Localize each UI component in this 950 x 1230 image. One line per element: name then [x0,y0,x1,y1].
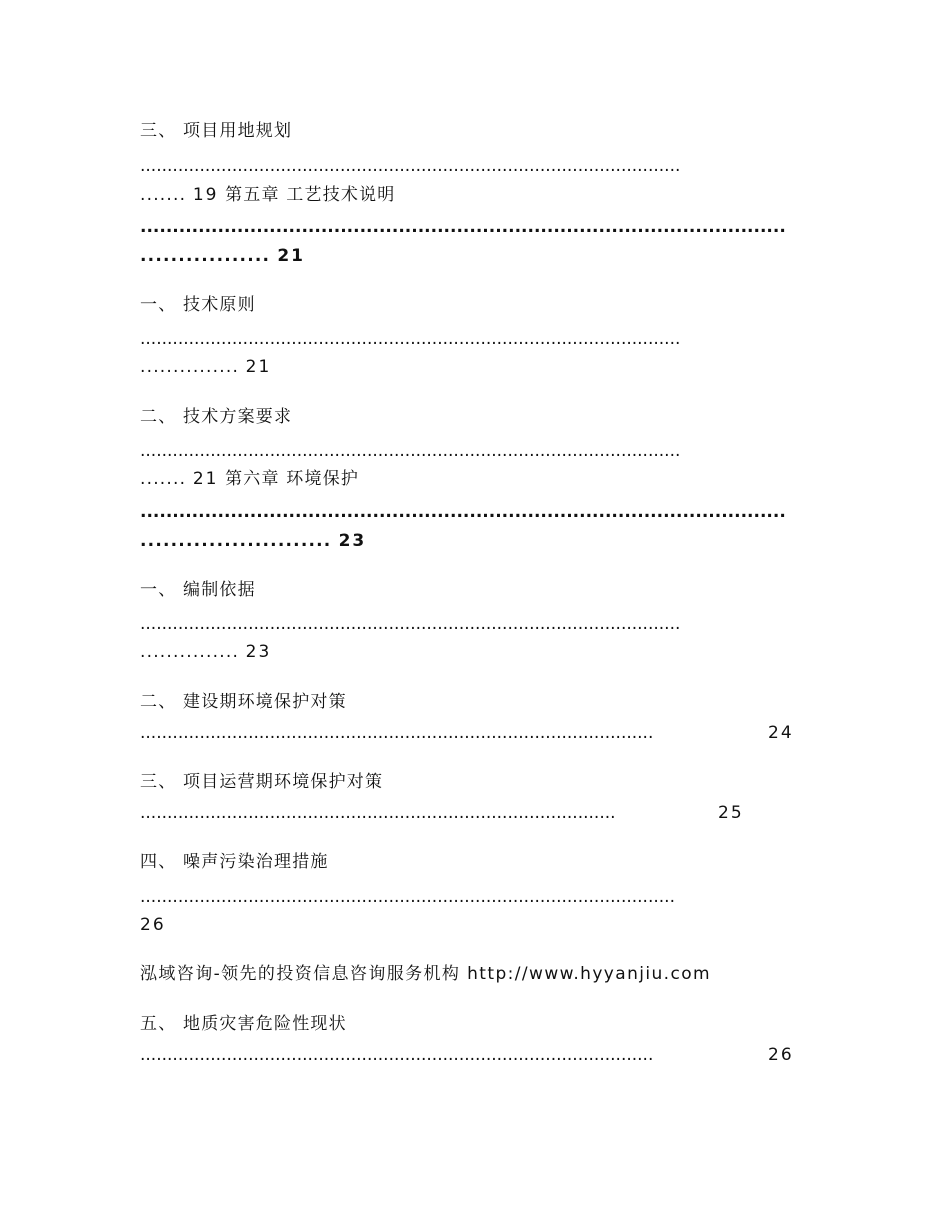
toc-leader-dots: .................................................................................................... [140,329,681,349]
watermark-text: 泓域咨询-领先的投资信息咨询服务机构 http://www.hyyanjiu.com [140,964,711,984]
toc-continuation[interactable] [140,641,271,663]
toc-chapter-heading: 第六章 环境保护 [225,469,360,489]
toc-heading[interactable]: 五、 地质灾害危险性现状 [140,1014,347,1034]
toc-continuation[interactable] [140,468,359,490]
toc-heading[interactable]: 一、 编制依据 [140,580,256,600]
toc-continuation[interactable] [140,245,305,267]
toc-leader-dots: ............................................................................................... [140,723,654,743]
toc-leader-dots: ............... [140,642,240,662]
toc-leader-dots: .................................................................................................... [140,217,786,237]
toc-continuation[interactable] [140,722,794,744]
toc-heading[interactable]: 一、 技术原则 [140,295,256,315]
toc-continuation[interactable] [140,530,366,552]
toc-page-number: 23 [245,642,272,662]
toc-page-number: 26 [768,1045,794,1065]
toc-page-number: 23 [338,531,367,551]
toc-page-number: 25 [718,803,744,823]
toc-heading[interactable]: 二、 建设期环境保护对策 [140,692,347,712]
toc-leader-dots: .................................................................................................... [140,156,681,176]
toc-heading[interactable]: 四、 噪声污染治理措施 [140,852,329,872]
toc-leader-dots: ............................................................................................... [140,1045,654,1065]
toc-page-number: 21 [192,469,219,489]
toc-page-number: 19 [192,185,219,205]
toc-heading[interactable]: 三、 项目运营期环境保护对策 [140,772,384,792]
toc-page-number: 24 [768,723,794,743]
toc-leader-dots: ........................................................................................ [140,803,616,823]
toc-leader-dots: ................................................................................................... [140,887,675,907]
toc-page-number: 21 [245,357,272,377]
toc-heading[interactable]: 三、 项目用地规划 [140,121,293,141]
toc-leader-dots: .................................................................................................... [140,441,681,461]
toc-leader-dots: ....... [140,469,187,489]
toc-continuation[interactable] [140,1044,794,1066]
toc-continuation[interactable] [140,184,396,206]
toc-page-number: 21 [277,246,305,266]
toc-leader-dots: ............... [140,357,240,377]
toc-continuation[interactable] [140,802,744,824]
toc-heading[interactable]: 二、 技术方案要求 [140,407,293,427]
toc-leader-dots: .................................................................................................... [140,614,681,634]
toc-continuation[interactable] [140,356,271,378]
toc-page-number: 26 [140,915,166,935]
toc-leader-dots: .................................................................................................... [140,502,786,522]
toc-leader-dots: ....... [140,185,187,205]
toc-leader-dots: ......................... [140,531,332,551]
toc-leader-dots: ................. [140,246,271,266]
toc-chapter-heading: 第五章 工艺技术说明 [225,185,396,205]
